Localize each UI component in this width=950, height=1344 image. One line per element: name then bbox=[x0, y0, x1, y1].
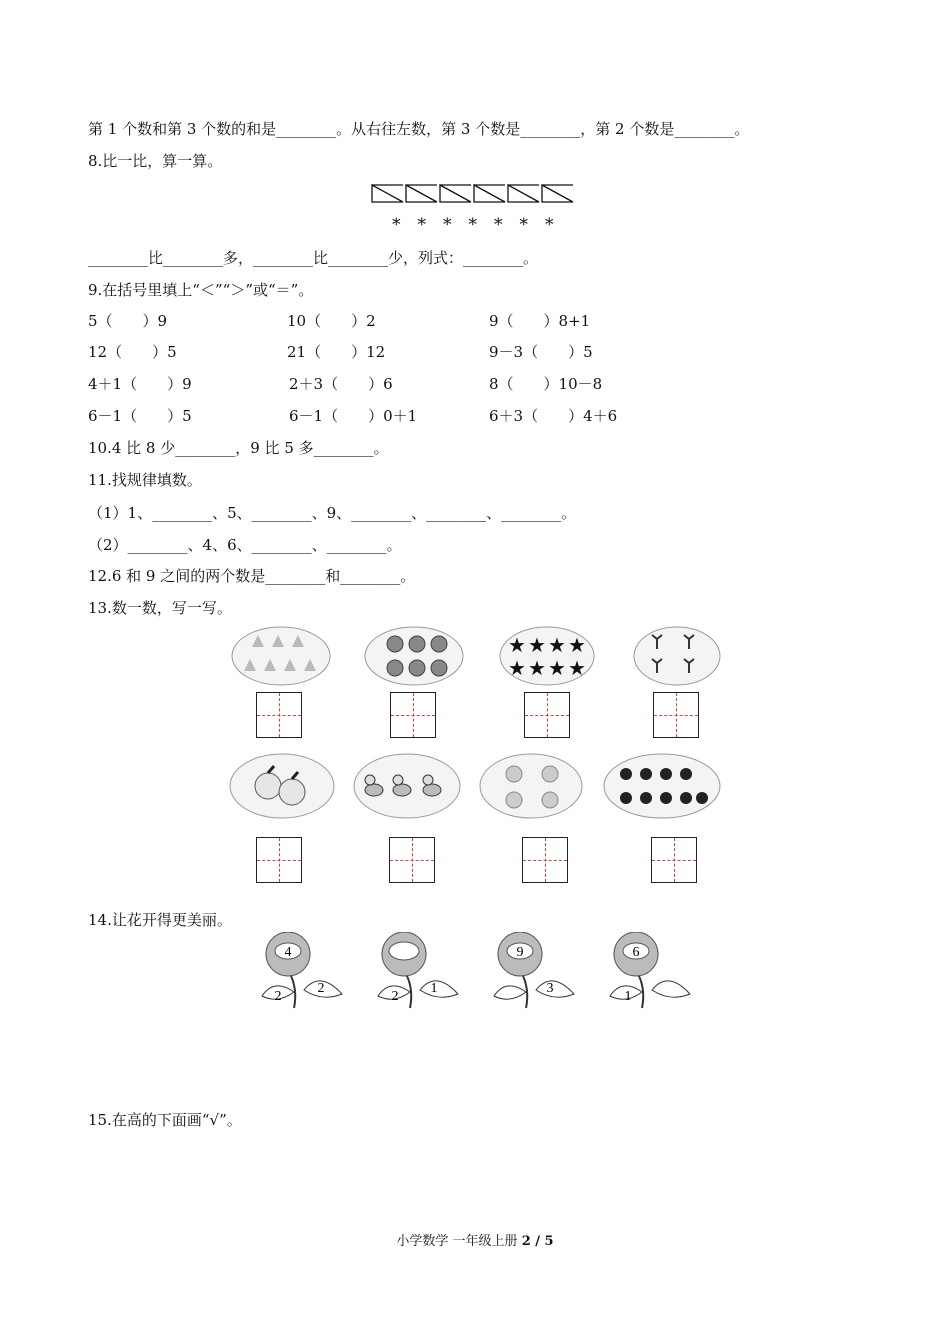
answer-box[interactable] bbox=[389, 837, 435, 883]
number-flower bbox=[490, 932, 580, 1010]
compare-cell: 6－1（ ）5 bbox=[88, 407, 192, 425]
svg-text:★: ★ bbox=[568, 656, 586, 680]
leaf-right-number: 2 bbox=[317, 981, 325, 996]
compare-cell: 4＋1（ ）9 bbox=[88, 375, 192, 393]
badminton-oval bbox=[230, 625, 332, 687]
svg-text:★: ★ bbox=[508, 656, 526, 680]
triangle-icon bbox=[372, 185, 403, 202]
right-leaf-icon bbox=[420, 981, 458, 997]
compare-cell: 9（ ）8+1 bbox=[489, 312, 591, 330]
number-flower bbox=[258, 932, 348, 1010]
star: * bbox=[468, 215, 477, 235]
q12: 12.6 和 9 之间的两个数是________和________。 bbox=[88, 567, 416, 585]
triangle-icon bbox=[542, 185, 573, 202]
compare-cell: 2＋3（ ）6 bbox=[289, 375, 393, 393]
answer-box[interactable] bbox=[390, 692, 436, 738]
leaf-left-number: 2 bbox=[391, 989, 399, 1004]
q9-title: 9.在括号里填上“＜”“＞”或“＝”。 bbox=[88, 281, 314, 299]
answer-box[interactable] bbox=[524, 692, 570, 738]
star: * bbox=[545, 215, 554, 235]
compare-cell: 8（ ）10－8 bbox=[489, 375, 603, 393]
answer-box[interactable] bbox=[651, 837, 697, 883]
triangles-row bbox=[370, 183, 580, 205]
leaf-left-number: 2 bbox=[274, 989, 282, 1004]
svg-text:★: ★ bbox=[568, 633, 586, 657]
answer-box[interactable] bbox=[522, 837, 568, 883]
bee-oval bbox=[352, 752, 462, 820]
star: * bbox=[417, 215, 426, 235]
svg-text:★: ★ bbox=[548, 656, 566, 680]
ball-oval bbox=[363, 625, 465, 687]
q13-title: 13.数一数，写一写。 bbox=[88, 599, 232, 617]
q11-part1: （1）1、________、5、________、9、________、________、________。 bbox=[88, 504, 577, 522]
flower-top-number: 4 bbox=[284, 945, 292, 960]
compare-cell: 10（ ）2 bbox=[287, 312, 376, 330]
q10: 10.4 比 8 少________，9 比 5 多________。 bbox=[88, 439, 389, 457]
q11-title: 11.找规律填数。 bbox=[88, 471, 202, 489]
number-flower bbox=[606, 932, 696, 1010]
answer-box[interactable] bbox=[256, 692, 302, 738]
right-leaf-icon bbox=[536, 981, 574, 997]
number-flower bbox=[374, 932, 464, 1010]
star: * bbox=[443, 215, 452, 235]
leaf-right-number: 1 bbox=[430, 981, 438, 996]
svg-text:★: ★ bbox=[528, 633, 546, 657]
page-footer bbox=[0, 1230, 950, 1249]
q7-continuation: 第 1 个数和第 3 个数的和是________。从右往左数，第 3 个数是________，第 2 个数是________。 bbox=[88, 120, 750, 138]
leaf-left-number: 1 bbox=[624, 989, 632, 1004]
compare-cell: 12（ ）5 bbox=[88, 343, 177, 361]
right-leaf-icon bbox=[652, 981, 690, 997]
panda-oval bbox=[602, 752, 722, 820]
plant-oval bbox=[632, 625, 722, 687]
left-leaf-icon bbox=[494, 986, 526, 999]
compare-cell: 6－1（ ）0＋1 bbox=[289, 407, 418, 425]
star: * bbox=[494, 215, 503, 235]
q8-fill-line: ________比________多，________比________少，列式：________。 bbox=[88, 249, 539, 267]
triangle-icon bbox=[406, 185, 437, 202]
triangle-icon bbox=[508, 185, 539, 202]
q14-title: 14.让花开得更美丽。 bbox=[88, 911, 232, 929]
answer-box[interactable] bbox=[653, 692, 699, 738]
compare-cell: 9－3（ ）5 bbox=[489, 343, 593, 361]
flower-top-number: 9 bbox=[516, 945, 524, 960]
footer-subject: 小学数学 一年级上册 bbox=[396, 1234, 522, 1249]
answer-box[interactable] bbox=[256, 837, 302, 883]
compare-cell: 21（ ）12 bbox=[287, 343, 386, 361]
svg-text:★: ★ bbox=[528, 656, 546, 680]
compare-cell: 6＋3（ ）4＋6 bbox=[489, 407, 618, 425]
apple-oval bbox=[228, 752, 336, 820]
star: * bbox=[519, 215, 528, 235]
leaf-right-number: 3 bbox=[546, 981, 554, 996]
triangle-icon bbox=[474, 185, 505, 202]
stars-oval bbox=[498, 625, 596, 687]
flower-top-number: 6 bbox=[632, 945, 640, 960]
flower-oval bbox=[478, 752, 584, 820]
page-number: 2 / 5 bbox=[521, 1234, 554, 1249]
compare-cell: 5（ ）9 bbox=[88, 312, 168, 330]
svg-text:★: ★ bbox=[508, 633, 526, 657]
svg-text:★: ★ bbox=[548, 633, 566, 657]
stars-row bbox=[392, 215, 571, 235]
q8-title: 8.比一比，算一算。 bbox=[88, 152, 223, 170]
triangle-icon bbox=[440, 185, 471, 202]
star: * bbox=[392, 215, 401, 235]
q11-part2: （2）________、4、6、________、________。 bbox=[88, 536, 402, 554]
q15: 15.在高的下面画“√”。 bbox=[88, 1111, 242, 1129]
